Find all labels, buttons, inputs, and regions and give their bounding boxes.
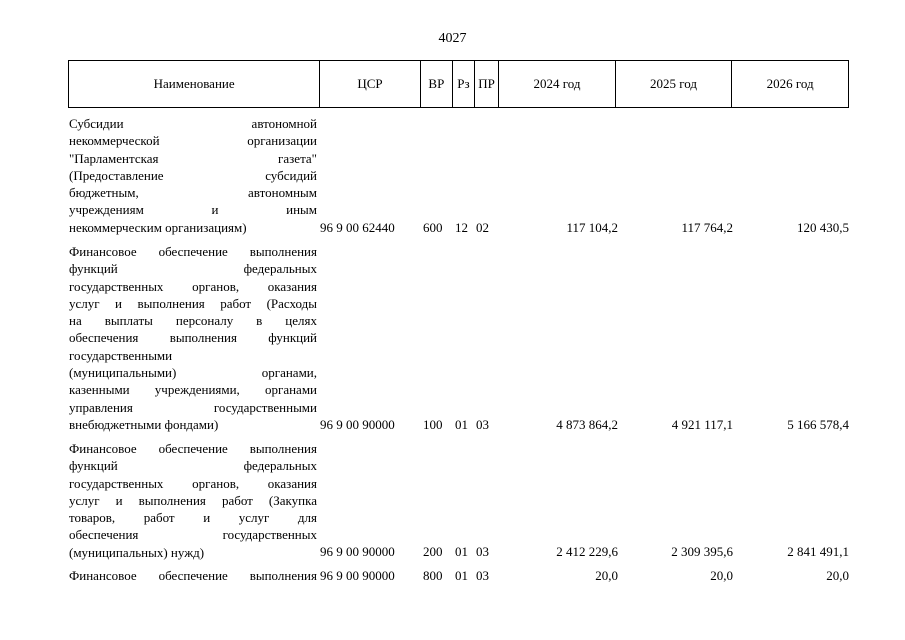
name-line: функций федеральных xyxy=(69,261,317,277)
name-line: управления государственными xyxy=(69,399,317,415)
name-line: некоммерческим организациям) xyxy=(69,219,247,235)
name-line: учреждениям и иным xyxy=(69,202,317,218)
column-header-pr: ПР xyxy=(475,61,499,108)
name-line: Субсидии автономной xyxy=(69,116,317,131)
row-name xyxy=(69,567,317,584)
name-line: обеспечения выполнения функций xyxy=(69,330,317,346)
table-row xyxy=(68,567,850,587)
name-line: государственными xyxy=(69,347,173,363)
name-line: бюджетным, автономным xyxy=(69,185,317,201)
cell-csr: 96 9 00 90000 xyxy=(320,544,395,559)
cell-pr: 03 xyxy=(476,544,489,559)
cell-2024: 4 873 864,2 xyxy=(556,417,618,432)
cell-2024: 20,0 xyxy=(595,568,618,583)
name-line: Финансовое обеспечение выполнения xyxy=(69,244,317,259)
cell-csr: 96 9 00 90000 xyxy=(320,568,395,583)
name-line: Финансовое обеспечение выполнения xyxy=(69,568,317,583)
name-line: товаров, работ и услуг для xyxy=(69,510,317,526)
name-line: (муниципальными) органами, xyxy=(69,365,317,381)
cell-2025: 117 764,2 xyxy=(681,220,733,235)
column-header-name: Наименование xyxy=(69,61,320,108)
table-row xyxy=(68,243,850,435)
cell-2024: 117 104,2 xyxy=(566,220,618,235)
cell-rz: 01 xyxy=(455,544,468,559)
cell-2026: 5 166 578,4 xyxy=(787,417,849,432)
table-row xyxy=(68,115,850,237)
row-name xyxy=(69,115,317,236)
name-line: государственных органов, оказания xyxy=(69,278,317,294)
cell-vr: 800 xyxy=(423,568,443,583)
cell-2026: 2 841 491,1 xyxy=(787,544,849,559)
cell-2025: 20,0 xyxy=(710,568,733,583)
cell-2024: 2 412 229,6 xyxy=(556,544,618,559)
name-line: казенными учреждениями, органами xyxy=(69,382,317,398)
name-line: (муниципальных) нужд) xyxy=(69,544,205,560)
name-line: государственных органов, оказания xyxy=(69,475,317,491)
name-line: (Предоставление субсидий xyxy=(69,167,317,183)
cell-2025: 2 309 395,6 xyxy=(671,544,733,559)
cell-rz: 01 xyxy=(455,568,468,583)
cell-csr: 96 9 00 90000 xyxy=(320,417,395,432)
column-header-2026: 2026 год xyxy=(732,61,849,108)
table-row xyxy=(68,440,850,562)
cell-csr: 96 9 00 62440 xyxy=(320,220,395,235)
name-line: услуг и выполнения работ (Расходы xyxy=(69,295,317,311)
column-header-vr: ВР xyxy=(420,61,452,108)
cell-vr: 200 xyxy=(423,544,443,559)
cell-pr: 02 xyxy=(476,220,489,235)
column-header-rz: Рз xyxy=(452,61,474,108)
name-line: Финансовое обеспечение выполнения xyxy=(69,441,317,456)
cell-pr: 03 xyxy=(476,417,489,432)
cell-rz: 01 xyxy=(455,417,468,432)
name-line: внебюджетными фондами) xyxy=(69,416,219,432)
name-line: "Парламентская газета" xyxy=(69,150,317,166)
cell-2026: 20,0 xyxy=(826,568,849,583)
name-line: услуг и выполнения работ (Закупка xyxy=(69,492,317,508)
column-header-csr: ЦСР xyxy=(320,61,421,108)
column-header-2024: 2024 год xyxy=(499,61,616,108)
column-header-2025: 2025 год xyxy=(615,61,732,108)
cell-rz: 12 xyxy=(455,220,468,235)
cell-vr: 100 xyxy=(423,417,443,432)
name-line: функций федеральных xyxy=(69,458,317,474)
name-line: некоммерческой организации xyxy=(69,133,317,149)
page-number: 4027 xyxy=(438,31,467,46)
row-name xyxy=(69,243,317,433)
cell-pr: 03 xyxy=(476,568,489,583)
cell-2025: 4 921 117,1 xyxy=(671,417,733,432)
row-name xyxy=(69,440,317,561)
name-line: обеспечения государственных xyxy=(69,527,317,543)
table-header xyxy=(68,60,849,108)
cell-vr: 600 xyxy=(423,220,443,235)
name-line: на выплаты персоналу в целях xyxy=(69,313,317,329)
cell-2026: 120 430,5 xyxy=(797,220,849,235)
